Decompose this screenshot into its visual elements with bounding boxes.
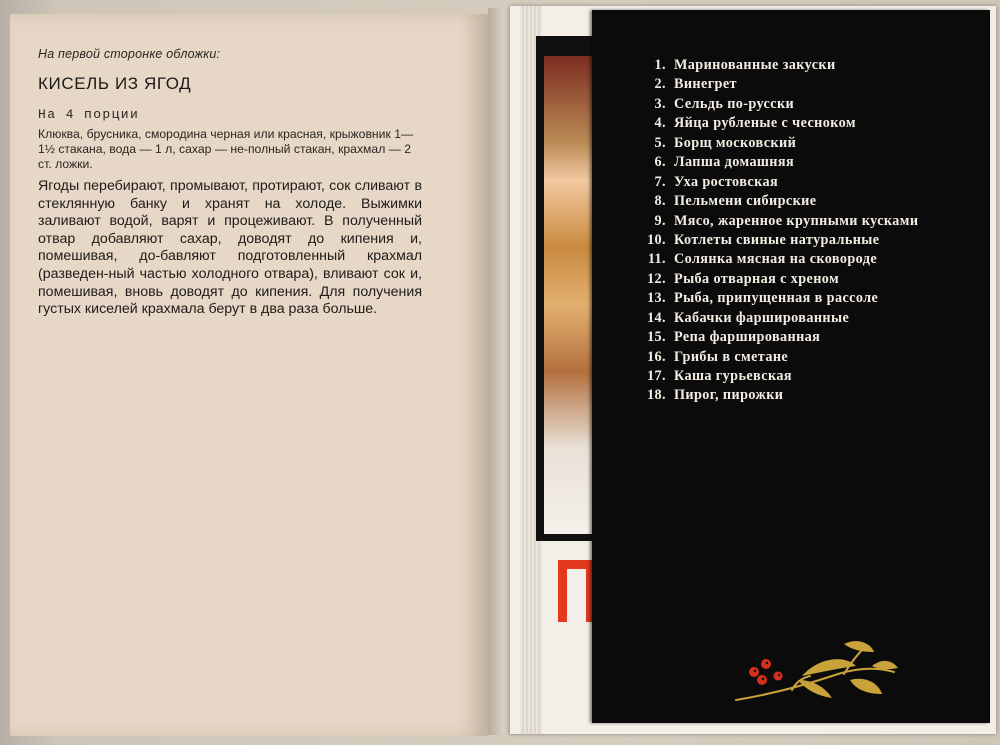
contents-item-title: Пирог, пирожки <box>674 387 784 404</box>
contents-item-number: 13. <box>647 290 666 307</box>
recipe-method: Ягоды перебирают, промывают, протирают, сок сливают в стеклянную банку и хранят на холоде. Выжимки заливают водой, варят и процеживают. В полученный отвар добавляют сахар, доводят до кипения и, помешивая, до-бавляют подготовленный крахмал (разведен-ный частью холодного отвара), вливают сок и, помешивая, вновь доводят до кипения. Для получения густых киселей крахмала берут в два раза больше. <box>38 178 422 318</box>
recipe-portions: На 4 порции <box>38 107 140 122</box>
contents-item-title: Лапша домашняя <box>674 154 795 171</box>
contents-item <box>640 95 918 114</box>
contents-item-number: 11. <box>647 251 666 268</box>
contents-item-title: Котлеты свиные натуральные <box>674 231 880 248</box>
page-fold-shadow <box>460 14 488 736</box>
contents-item-title: Грибы в сметане <box>674 348 789 365</box>
contents-item <box>640 250 918 269</box>
contents-item-number: 14. <box>647 309 666 326</box>
cover-photo-frame <box>536 36 596 541</box>
contents-item-title: Уха ростовская <box>674 173 779 190</box>
contents-item-number: 10. <box>647 231 666 248</box>
contents-item-title: Рыба отварная с хреном <box>674 270 840 287</box>
contents-item <box>640 212 918 231</box>
contents-item <box>640 231 918 250</box>
contents-item-title: Солянка мясная на сковороде <box>674 251 878 268</box>
contents-item-number: 17. <box>647 368 666 384</box>
contents-item-title: Каша гурьевская <box>674 368 792 384</box>
contents-item-title: Мясо, жаренное крупными кусками <box>674 212 919 229</box>
contents-item-number: 16. <box>647 348 666 365</box>
contents-item <box>640 367 918 386</box>
contents-item-title: Борщ московский <box>674 134 797 151</box>
contents-item-number: 15. <box>647 329 666 346</box>
contents-item-number: 18. <box>647 387 666 404</box>
recipe-page <box>10 14 488 736</box>
cover-red-letter <box>556 556 596 624</box>
contents-item-title: Пельмени сибирские <box>674 193 817 210</box>
contents-item-number: 6. <box>654 154 666 171</box>
contents-item-title: Рыба, припущенная в рассоле <box>674 290 879 307</box>
contents-item <box>640 289 918 308</box>
contents-item-number: 12. <box>647 270 666 287</box>
contents-item <box>640 75 918 94</box>
contents-item-title: Кабачки фаршированные <box>674 309 850 326</box>
contents-item-number: 2. <box>654 76 666 93</box>
contents-item-number: 9. <box>654 212 666 229</box>
contents-item-title: Сельдь по-русски <box>674 95 795 112</box>
contents-item <box>640 134 918 153</box>
cover-photo <box>544 56 596 534</box>
contents-item <box>640 114 918 133</box>
contents-item-title: Маринованные закуски <box>674 57 836 73</box>
contents-item <box>640 173 918 192</box>
recipe-subheading: На первой сторонке обложки: <box>38 47 221 61</box>
contents-item-number: 4. <box>654 115 666 132</box>
contents-item <box>640 153 918 172</box>
contents-item-number: 5. <box>654 134 666 151</box>
contents-item <box>640 56 918 75</box>
contents-item <box>640 309 918 328</box>
recipe-title: КИСЕЛЬ ИЗ ЯГОД <box>38 74 192 93</box>
contents-list <box>640 56 918 406</box>
contents-item <box>640 328 918 347</box>
contents-item <box>640 192 918 211</box>
contents-item-title: Яйца рубленые с чесноком <box>674 115 856 132</box>
contents-item-title: Репа фаршированная <box>674 329 821 346</box>
contents-item-number: 7. <box>654 173 666 190</box>
contents-item <box>640 386 918 405</box>
contents-item-number: 8. <box>654 193 666 210</box>
khokhloma-ornament-icon <box>732 636 902 710</box>
recipe-ingredients: Клюква, брусника, смородина черная или красная, крыжовник 1—1½ стакана, вода — 1 л, сахар — не-полный стакан, крахмал — 2 ст. ложки. <box>38 127 414 171</box>
contents-item <box>640 348 918 367</box>
contents-item <box>640 270 918 289</box>
contents-item-number: 1. <box>654 57 666 73</box>
contents-item-title: Винегрет <box>674 76 737 93</box>
contents-item-number: 3. <box>654 95 666 112</box>
